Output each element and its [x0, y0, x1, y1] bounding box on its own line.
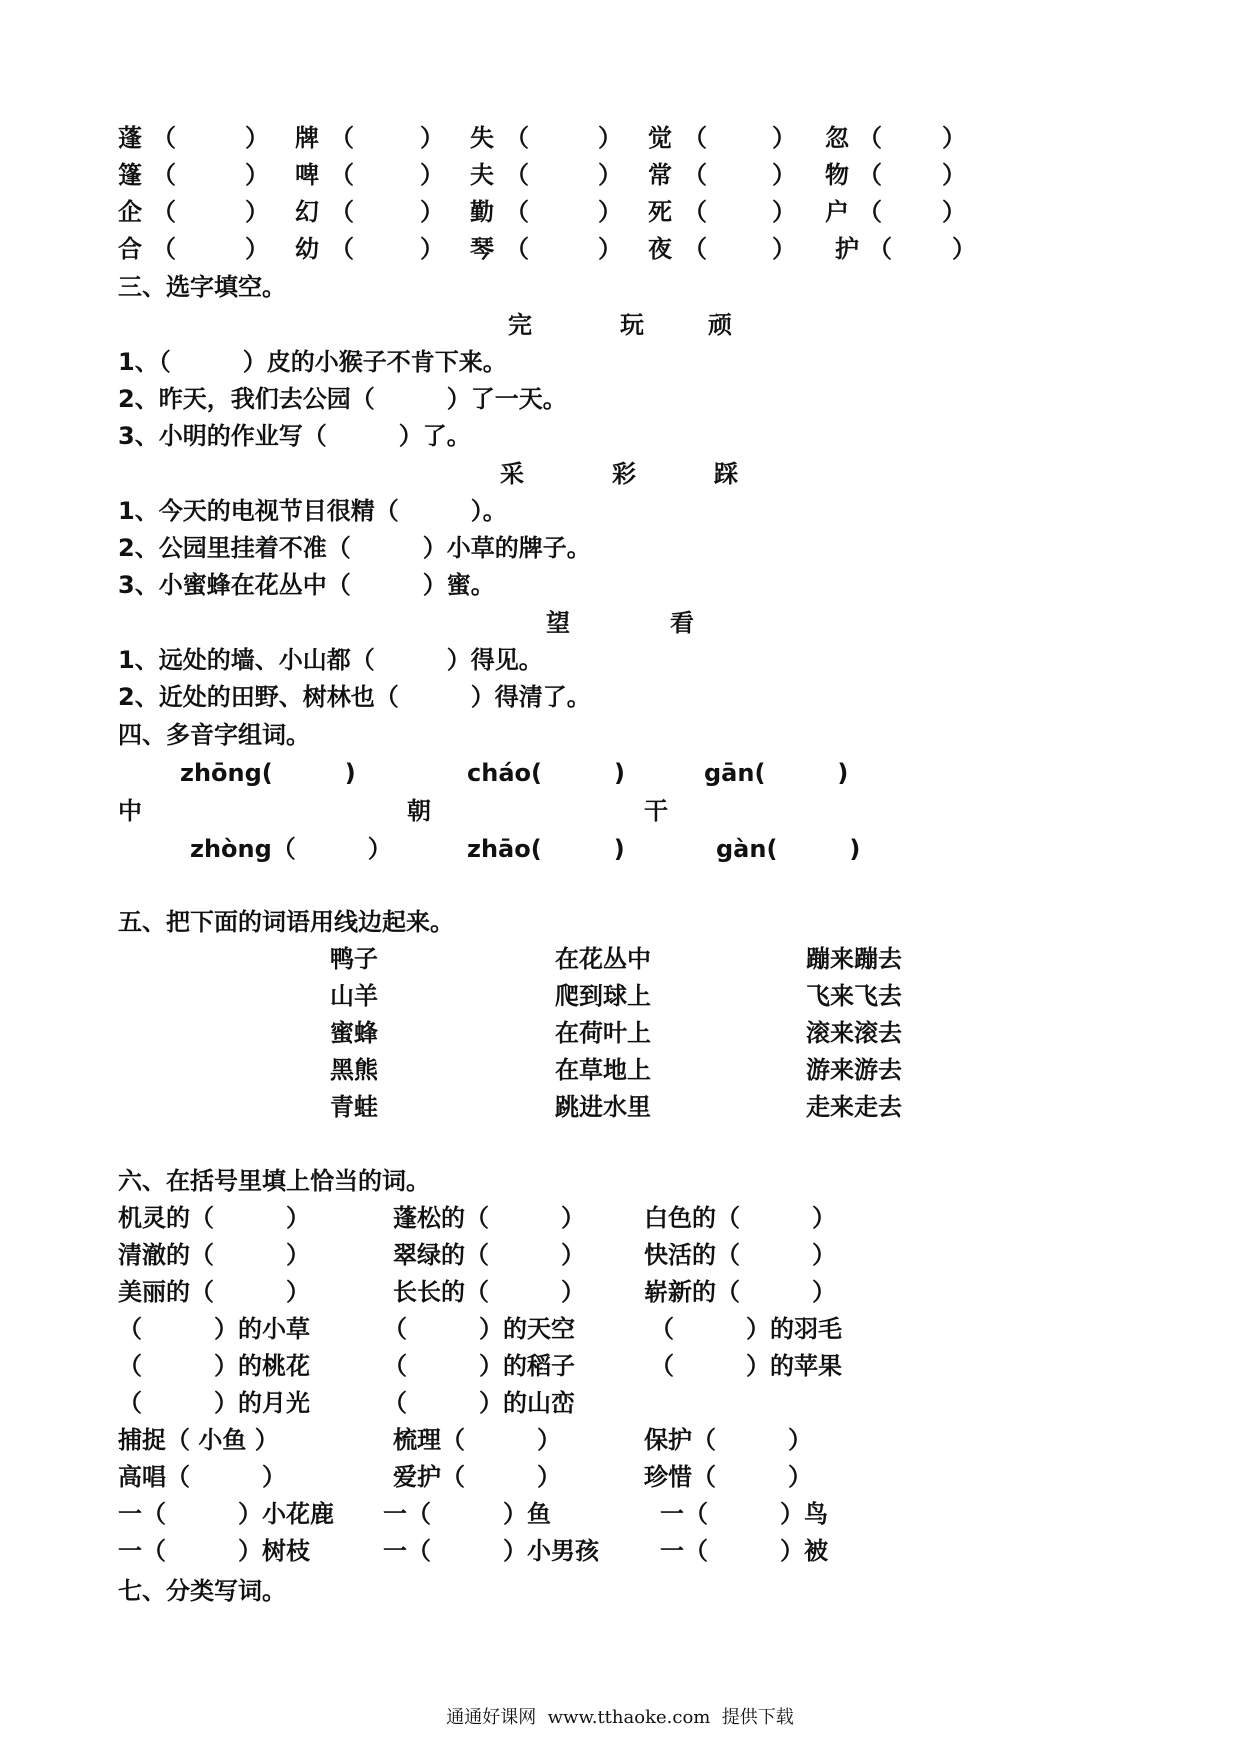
match-item-place: 爬到球上: [555, 982, 651, 1010]
match-item-action: 滚来滚去: [806, 1019, 902, 1047]
close-paren: ）: [772, 198, 796, 226]
open-paren: （: [505, 161, 529, 189]
close-paren: ）: [952, 235, 976, 263]
open-paren: （: [330, 235, 354, 263]
fill-in-item: （ ）的稻子: [383, 1352, 575, 1380]
fill-in-item: 崭新的（ ）: [644, 1278, 836, 1306]
open-paren: （: [505, 124, 529, 152]
choice-char: 望: [546, 609, 570, 637]
grid-char: 觉: [648, 124, 672, 152]
match-item-animal: 黑熊: [330, 1056, 378, 1084]
match-item-place: 在草地上: [555, 1056, 651, 1084]
fill-in-item: 一（ ）鸟: [660, 1500, 828, 1528]
close-paren: ）: [772, 235, 796, 263]
close-paren: ）: [942, 124, 966, 152]
match-item-action: 飞来飞去: [806, 982, 902, 1010]
pinyin-item: gàn( ): [716, 835, 861, 863]
open-paren: （: [858, 198, 882, 226]
grid-char: 幻: [295, 198, 319, 226]
grid-char: 夫: [470, 161, 494, 189]
section-3-title: 三、选字填空。: [118, 273, 286, 301]
choice-char: 顽: [708, 311, 732, 339]
open-paren: （: [152, 124, 176, 152]
close-paren: ）: [598, 235, 622, 263]
choice-char: 踩: [714, 460, 738, 488]
grid-char: 死: [648, 198, 672, 226]
fill-in-item: 蓬松的（ ）: [393, 1204, 585, 1232]
grid-char: 篷: [118, 161, 142, 189]
grid-char: 忽: [825, 124, 849, 152]
question-item: 2、昨天，我们去公园（ ）了一天。: [118, 385, 567, 413]
open-paren: （: [505, 198, 529, 226]
close-paren: ）: [420, 161, 444, 189]
pinyin-item: zhāo( ): [467, 835, 625, 863]
open-paren: （: [683, 161, 707, 189]
fill-in-item: 一（ ）被: [660, 1537, 828, 1565]
close-paren: ）: [420, 235, 444, 263]
close-paren: ）: [942, 161, 966, 189]
polyphone-char: 中: [118, 797, 142, 825]
grid-char: 琴: [470, 235, 494, 263]
pinyin-item: cháo( ): [467, 759, 625, 787]
grid-char: 蓬: [118, 124, 142, 152]
fill-in-item: 快活的（ ）: [644, 1241, 836, 1269]
fill-in-item: 机灵的（ ）: [118, 1204, 310, 1232]
question-item: 1、今天的电视节目很精（ ）。: [118, 497, 507, 525]
polyphone-char: 朝: [407, 797, 431, 825]
pinyin-item: zhōng( ): [180, 759, 356, 787]
fill-in-item: 白色的（ ）: [644, 1204, 836, 1232]
open-paren: （: [505, 235, 529, 263]
open-paren: （: [683, 198, 707, 226]
grid-char: 企: [118, 198, 142, 226]
section-7-title: 七、分类写词。: [118, 1577, 286, 1605]
grid-char: 幼: [295, 235, 319, 263]
open-paren: （: [868, 235, 892, 263]
fill-in-item: 珍惜（ ）: [644, 1463, 812, 1491]
close-paren: ）: [420, 198, 444, 226]
grid-char: 护: [835, 235, 859, 263]
fill-in-item: （ ）的羽毛: [650, 1315, 842, 1343]
grid-char: 常: [648, 161, 672, 189]
fill-in-item: 捕捉（ 小鱼 ）: [118, 1426, 279, 1454]
match-item-action: 走来走去: [806, 1093, 902, 1121]
fill-in-item: 一（ ）小花鹿: [118, 1500, 334, 1528]
close-paren: ）: [942, 198, 966, 226]
open-paren: （: [330, 161, 354, 189]
close-paren: ）: [598, 161, 622, 189]
question-item: 1、远处的墙、小山都（ ）得见。: [118, 646, 543, 674]
question-item: 3、小蜜蜂在花丛中（ ）蜜。: [118, 571, 495, 599]
match-item-animal: 青蛙: [330, 1093, 378, 1121]
fill-in-item: 爱护（ ）: [393, 1463, 561, 1491]
close-paren: ）: [598, 124, 622, 152]
fill-in-item: 高唱（ ）: [118, 1463, 286, 1491]
grid-char: 牌: [295, 124, 319, 152]
close-paren: ）: [772, 124, 796, 152]
fill-in-item: 一（ ）小男孩: [383, 1537, 599, 1565]
match-item-animal: 山羊: [330, 982, 378, 1010]
section-4-title: 四、多音字组词。: [118, 721, 310, 749]
fill-in-item: （ ）的天空: [383, 1315, 575, 1343]
fill-in-item: （ ）的苹果: [650, 1352, 842, 1380]
open-paren: （: [152, 235, 176, 263]
fill-in-item: （ ）的月光: [118, 1389, 310, 1417]
open-paren: （: [858, 161, 882, 189]
close-paren: ）: [245, 198, 269, 226]
question-item: 1、（ ）皮的小猴子不肯下来。: [118, 348, 507, 376]
section-6-title: 六、在括号里填上恰当的词。: [118, 1167, 430, 1195]
grid-char: 夜: [648, 235, 672, 263]
close-paren: ）: [245, 124, 269, 152]
pinyin-item: zhòng（ ）: [190, 835, 392, 863]
grid-char: 勤: [470, 198, 494, 226]
fill-in-item: （ ）的小草: [118, 1315, 310, 1343]
fill-in-item: 梳理（ ）: [393, 1426, 561, 1454]
question-item: 3、小明的作业写（ ）了。: [118, 422, 471, 450]
grid-char: 失: [470, 124, 494, 152]
match-item-place: 在荷叶上: [555, 1019, 651, 1047]
match-item-animal: 蜜蜂: [330, 1019, 378, 1047]
match-item-animal: 鸭子: [330, 945, 378, 973]
polyphone-char: 干: [644, 797, 668, 825]
open-paren: （: [683, 235, 707, 263]
pinyin-item: gān( ): [704, 759, 849, 787]
open-paren: （: [330, 124, 354, 152]
grid-char: 合: [118, 235, 142, 263]
open-paren: （: [858, 124, 882, 152]
fill-in-item: （ ）的桃花: [118, 1352, 310, 1380]
page-footer: 通通好课网 www.tthaoke.com 提供下载: [446, 1707, 794, 1728]
choice-char: 采: [500, 460, 524, 488]
choice-char: 看: [670, 609, 694, 637]
fill-in-item: （ ）的山峦: [383, 1389, 575, 1417]
fill-in-item: 长长的（ ）: [393, 1278, 585, 1306]
question-item: 2、公园里挂着不准（ ）小草的牌子。: [118, 534, 591, 562]
match-item-action: 游来游去: [806, 1056, 902, 1084]
fill-in-item: 美丽的（ ）: [118, 1278, 310, 1306]
open-paren: （: [152, 161, 176, 189]
open-paren: （: [683, 124, 707, 152]
fill-in-item: 清澈的（ ）: [118, 1241, 310, 1269]
fill-in-item: 一（ ）鱼: [383, 1500, 551, 1528]
grid-char: 物: [825, 161, 849, 189]
open-paren: （: [152, 198, 176, 226]
fill-in-item: 翠绿的（ ）: [393, 1241, 585, 1269]
close-paren: ）: [772, 161, 796, 189]
match-item-action: 蹦来蹦去: [806, 945, 902, 973]
match-item-place: 在花丛中: [555, 945, 651, 973]
grid-char: 户: [825, 198, 849, 226]
choice-char: 彩: [612, 460, 636, 488]
choice-char: 玩: [620, 311, 644, 339]
close-paren: ）: [245, 161, 269, 189]
section-5-title: 五、把下面的词语用线边起来。: [118, 908, 454, 936]
close-paren: ）: [245, 235, 269, 263]
close-paren: ）: [420, 124, 444, 152]
fill-in-item: 一（ ）树枝: [118, 1537, 310, 1565]
open-paren: （: [330, 198, 354, 226]
grid-char: 啤: [295, 161, 319, 189]
match-item-place: 跳进水里: [555, 1093, 651, 1121]
close-paren: ）: [598, 198, 622, 226]
question-item: 2、近处的田野、树林也（ ）得清了。: [118, 683, 591, 711]
fill-in-item: 保护（ ）: [644, 1426, 812, 1454]
choice-char: 完: [508, 311, 532, 339]
